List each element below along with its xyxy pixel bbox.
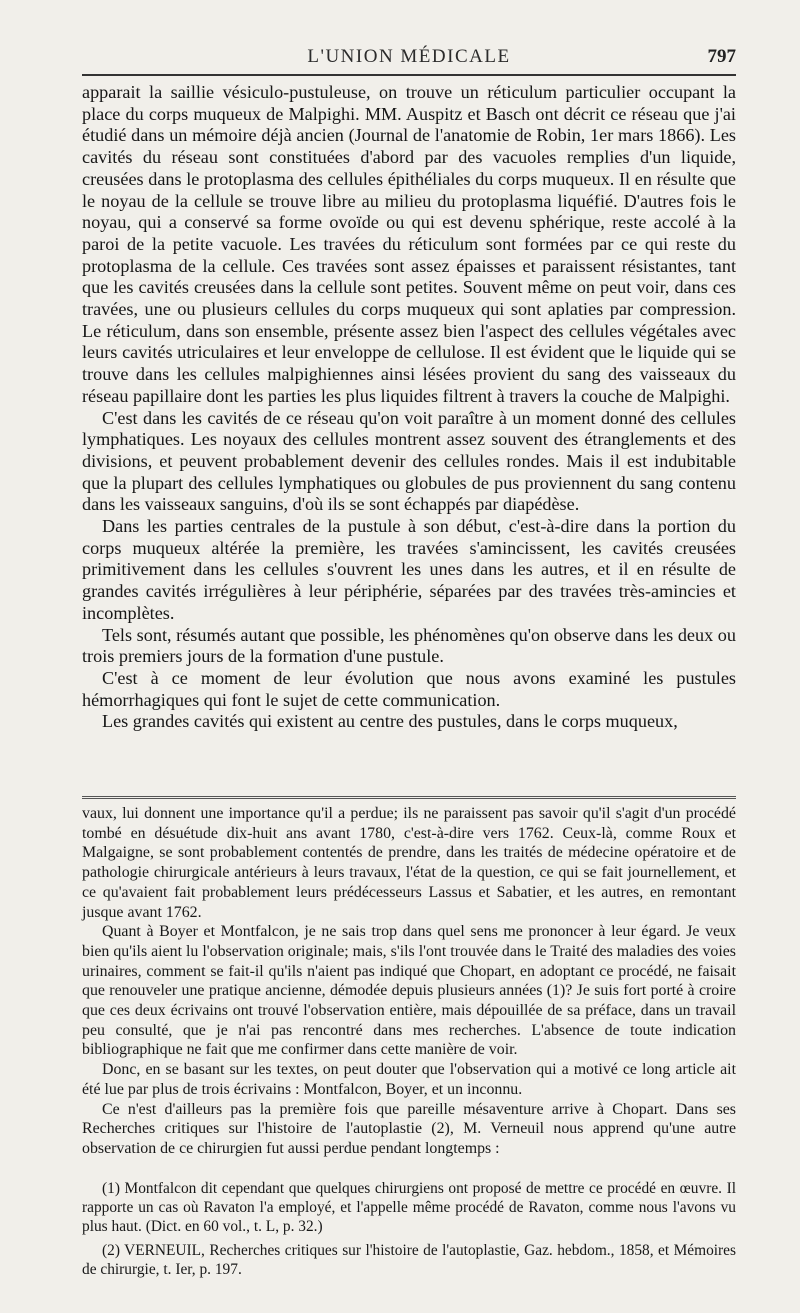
notes-separator-rule — [82, 796, 736, 799]
note-paragraph: Donc, en se basant sur les textes, on peut douter que l'observation qui a motivé ce long article ait été lue par plus de trois écrivains : Montfalcon, Boyer, et un inconnu. — [82, 1061, 736, 1098]
body-paragraph: apparait la saillie vésiculo-pustuleuse, on trouve un réticulum particulier occupant la place du corps muqueux de Malpighi. MM. Auspitz et Basch ont décrit ce réseau que j'ai étudié dans un mémoire déjà ancien (Journal de l'anatomie de Robin, 1er mars 1866). Les cavités du réseau sont constituées d'abord par des vacuoles remplies d'un liquide, creusées dans le protoplasma des cellules épithéliales du corps muqueux. Il en résulte que le noyau de la cellule se trouve libre au milieu du protoplasma liquéfié. D'autres fois le noyau, qui a conservé sa forme ovoïde ou qui est devenu sphérique, reste accolé à la paroi de la petite vacuole. Les travées du réticulum sont formées par ce qui reste du protoplasma de la cellule. Ces travées sont assez épaisses et paraissent résistantes, tant que les cavités creusées dans la cellule sont petites. Souvent même on peut voir, dans ces travées, une ou plusieurs cellules du corps muqueux qui sont aplaties par compression. Le réticulum, dans son ensemble, présente assez bien l'aspect des cellules végétales avec leurs cavités utriculaires et leur enveloppe de cellulose. Il est évident que le liquide qui se trouve dans les cellules malpighiennes ainsi lésées provient du sang des vaisseaux du réseau papillaire dont les parties les plus liquides filtrent à travers la couche de Malpighi. — [82, 82, 736, 406]
body-paragraph: Les grandes cavités qui existent au centre des pustules, dans le corps muqueux, — [102, 711, 678, 732]
note-paragraph: vaux, lui donnent une importance qu'il a perdue; ils ne paraissent pas savoir qu'il s'agit d'un procédé tombé en désuétude dix-huit ans avant 1780, c'est-à-dire vers 1762. Ceux-là, comme Roux et Malgaigne, se sont probablement contentés de prendre, dans les traités de médecine opératoire et de pathologie chirurgicale antérieurs à leurs travaux, l'état de la question, ce qui se fait journellement, et ce qu'avaient fait probablement leurs prédécesseurs Lassus et Sabatier, et les autres, en remontant jusque avant 1762. — [82, 805, 736, 921]
note-paragraph: Quant à Boyer et Montfalcon, je ne sais trop dans quel sens me prononcer à leur égard. Je veux bien qu'ils aient lu l'observation originale; mais, s'ils l'ont trouvée dans le Traité des maladies des voies urinaires, comment se fait-il qu'ils n'aient pas indiqué que Chopart, en adoptant ce procédé, ne faisait que renouveler une pratique ancienne, démodée depuis plusieurs années (1)? Je suis fort porté à croire que ces deux écrivains ont trouvé l'observation entière, mais dépouillée de sa préface, dans un travail peu consulté, que je n'ai pas rencontré dans mes recherches. L'absence de toute indication bibliographique ne fait que me confirmer dans cette manière de voir. — [82, 923, 736, 1059]
footnote-2: (2) VERNEUIL, Recherches critiques sur l'histoire de l'autoplastie, Gaz. hebdom., 1858, et Mémoires de chirurgie, t. Ier, p. 197. — [82, 1242, 736, 1279]
header-rule — [82, 74, 736, 76]
body-paragraph: C'est à ce moment de leur évolution que nous avons examiné les pustules hémorrhagiques qui font le sujet de cette communication. — [82, 667, 736, 710]
note-paragraph: Ce n'est d'ailleurs pas la première fois que pareille mésaventure arrive à Chopart. Dans ses Recherches critiques sur l'histoire de l'autoplastie (2), M. Verneuil nous apprend qu'une autre observation de ce chirurgien fut aussi perdue pendant longtemps : — [82, 1100, 736, 1157]
body-paragraph: C'est dans les cavités de ce réseau qu'on voit paraître à un moment donné des cellules lymphatiques. Les noyaux des cellules montrent assez souvent des étranglements et des divisions, et peuvent probablement devenir des cellules rondes. Mais il est indubitable que la plupart des cellules lymphatiques ou globules de pus proviennent du sang contenu dans les vaisseaux sanguins, d'où ils se sont échappés par diapédèse. — [82, 407, 736, 515]
page-number: 797 — [707, 46, 736, 67]
footnote-1: (1) Montfalcon dit cependant que quelques chirurgiens ont proposé de mettre ce procédé en œuvre. Il rapporte un cas où Ravaton l'a employé, et l'appelle même procédé de Ravaton, comme nous l'avons vu plus haut. (Dict. en 60 vol., t. L, p. 32.) — [82, 1180, 736, 1235]
footnotes — [82, 1180, 736, 1286]
running-title: L'UNION MÉDICALE — [307, 46, 511, 67]
main-text — [82, 82, 736, 733]
body-paragraph: Dans les parties centrales de la pustule à son début, c'est-à-dire dans la portion du corps muqueux altérée la première, les travées s'amincissent, les cavités creusées primitivement dans les cellules s'ouvrent les unes dans les autres, et il en résulte de grandes cavités irrégulières à leur périphérie, séparées par des travées très-amincies et incomplètes. — [82, 516, 736, 623]
running-head — [82, 46, 736, 70]
body-paragraph: Tels sont, résumés autant que possible, les phénomènes qu'on observe dans les deux ou trois premiers jours de la formation d'une pustule. — [82, 624, 736, 667]
notes-continuation — [82, 804, 736, 1159]
